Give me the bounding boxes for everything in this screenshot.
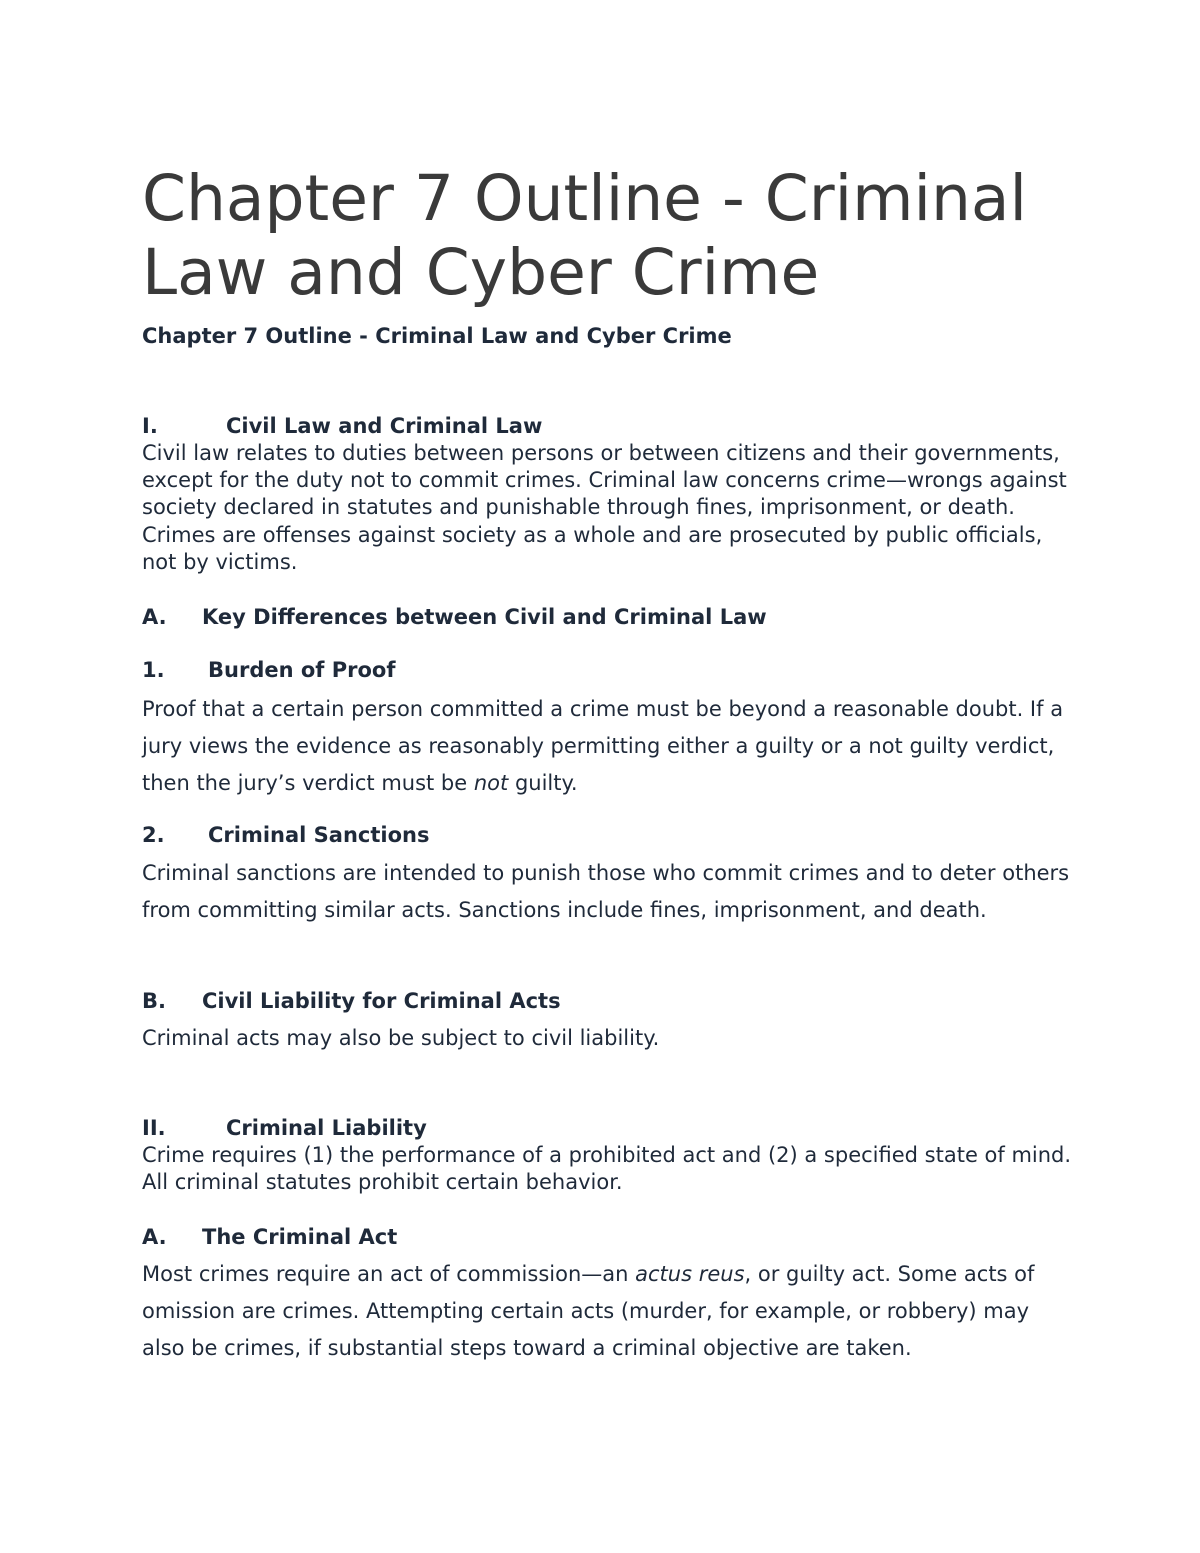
section-i-b-title: Civil Liability for Criminal Acts	[202, 989, 561, 1013]
body-text-part: guilty.	[508, 771, 578, 795]
section-i-a-1-body	[142, 691, 1072, 802]
section-ii-a-body	[142, 1256, 1072, 1367]
section-i-a-2-number: 2.	[142, 823, 165, 847]
section-i-a-2-heading	[142, 821, 1072, 849]
section-i-body: Civil law relates to duties between persons or between citizens and their governments, except for the duty not to commit crimes. Criminal law concerns crime—wrongs against society declared in statutes and punishable through fines, imprisonment, or death. Crimes are offenses against society as a whole and are prosecuted by public officials, not by victims.	[142, 441, 1067, 574]
section-i-a-title: Key Differences between Civil and Criminal Law	[202, 605, 767, 629]
section-i-b-body: Criminal acts may also be subject to civil liability.	[142, 1026, 660, 1050]
section-ii-a-heading	[142, 1223, 1072, 1251]
section-i-a-1-number: 1.	[142, 658, 165, 682]
section-i-a-1-heading	[142, 656, 1072, 684]
section-i-a-2-body: Criminal sanctions are intended to punish those who commit crimes and to deter others from committing similar acts. Sanctions include fines, imprisonment, and death.	[142, 861, 1070, 922]
section-i-a-number: A.	[142, 605, 167, 629]
body-text-part: Proof that a certain person committed a crime must be beyond a reasonable doubt. If a jury views the evidence as reasonably permitting either a guilty or a not guilty verdict, then the jury’s verdict must be	[142, 697, 1064, 795]
body-text-emphasis: actus reus	[635, 1262, 745, 1286]
section-i-b-number: B.	[142, 989, 166, 1013]
document-title: Chapter 7 Outline - Criminal Law and Cyber Crime	[142, 162, 1028, 309]
document-subtitle: Chapter 7 Outline - Criminal Law and Cyber Crime	[142, 324, 732, 348]
body-text-part: , or guilty act. Some acts of omission are crimes. Attempting certain acts (murder, for example, or robbery) may also be crimes, if substantial steps toward a criminal objective are taken.	[142, 1262, 1035, 1360]
section-ii-a-number: A.	[142, 1225, 167, 1249]
section-ii-heading	[142, 1114, 1072, 1142]
section-i-b-heading	[142, 987, 1072, 1015]
section-i-a-heading	[142, 603, 1072, 631]
section-ii-a-title: The Criminal Act	[202, 1225, 398, 1249]
section-i-a-1-title: Burden of Proof	[208, 658, 396, 682]
section-i-number: I.	[142, 414, 158, 438]
section-i-a-2-title: Criminal Sanctions	[208, 823, 430, 847]
section-ii-body: Crime requires (1) the performance of a prohibited act and (2) a specified state of mind. All criminal statutes prohibit certain behavior.	[142, 1143, 1072, 1195]
section-ii-title: Criminal Liability	[226, 1116, 427, 1140]
body-text-emphasis: not	[473, 771, 509, 795]
section-ii-number: II.	[142, 1116, 166, 1140]
body-text-part: Most crimes require an act of commission—an	[142, 1262, 636, 1286]
section-i-title: Civil Law and Criminal Law	[226, 414, 543, 438]
section-i-heading	[142, 412, 1072, 440]
